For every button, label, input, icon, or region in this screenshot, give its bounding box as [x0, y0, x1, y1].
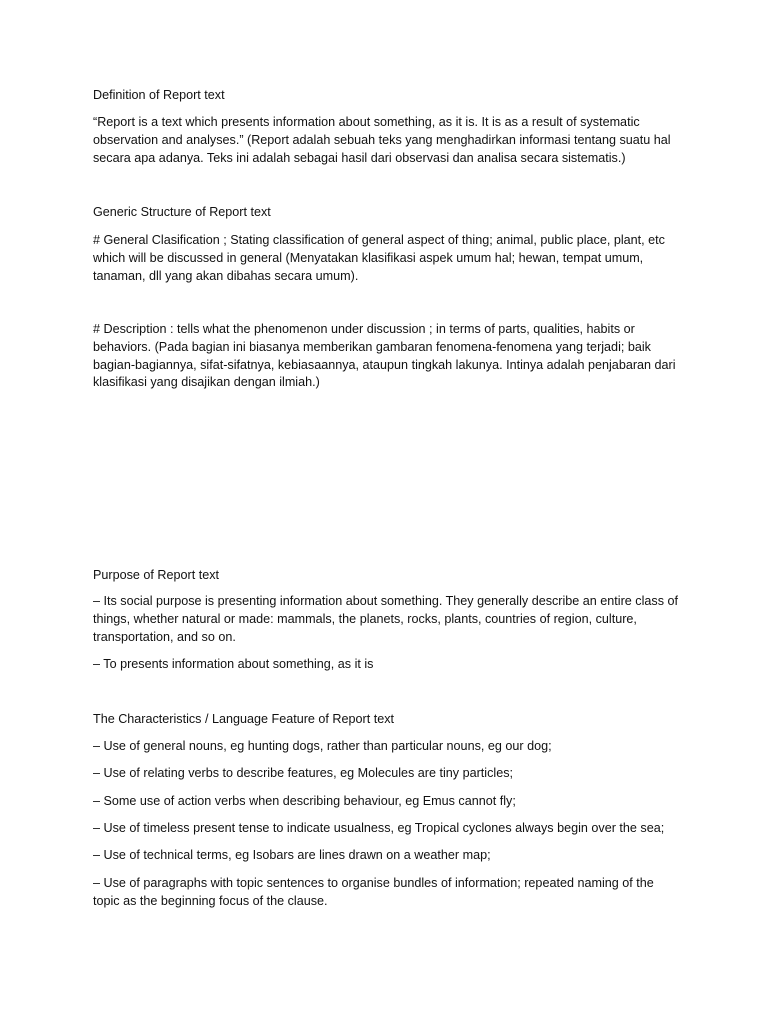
- characteristics-heading: The Characteristics / Language Feature of Report text: [93, 712, 395, 726]
- generic-structure-heading: Generic Structure of Report text: [93, 205, 271, 219]
- description-paragraph: # Description : tells what the phenomenon under discussion ; in terms of parts, qualities, habits or behaviors. (Pada bagian ini biasanya memberikan gambaran fenomena-fenomena yang terjadi; baik bagian-bagiannya, sifat-sifatnya, kebiasaannya, ataupun tingkah lakunya. Intinya adalah penjabaran dari klasifikasi yang disajikan dengan ilmiah.): [93, 322, 676, 390]
- characteristics-item: – Use of paragraphs with topic sentences to organise bundles of information; repeated naming of the topic as the beginning focus of the clause.: [93, 876, 654, 908]
- characteristics-item: – Use of relating verbs to describe features, eg Molecules are tiny particles;: [93, 766, 513, 780]
- characteristics-item: – Some use of action verbs when describing behaviour, eg Emus cannot fly;: [93, 794, 516, 808]
- purpose-item: – Its social purpose is presenting information about something. They generally describe an entire class of things, whether natural or made: mammals, the planets, rocks, plants, countries of region, culture, transportation, and so on.: [93, 594, 679, 644]
- definition-body: “Report is a text which presents information about something, as it is. It is as a result of systematic observation and analyses.” (Report adalah sebuah teks yang menghadirkan informasi tentang suatu hal secara apa adanya. Teks ini adalah sebagai hasil dari observasi dan analisa secara sistematis.): [93, 115, 671, 165]
- purpose-heading: Purpose of Report text: [93, 568, 220, 582]
- definition-heading: Definition of Report text: [93, 88, 225, 102]
- characteristics-item: – Use of technical terms, eg Isobars are lines drawn on a weather map;: [93, 848, 491, 862]
- characteristics-item: – Use of timeless present tense to indicate usualness, eg Tropical cyclones always begin over the sea;: [93, 821, 665, 835]
- characteristics-item: – Use of general nouns, eg hunting dogs, rather than particular nouns, eg our dog;: [93, 739, 552, 753]
- classification-paragraph: # General Clasification ; Stating classification of general aspect of thing; animal, public place, plant, etc which will be discussed in general (Menyatakan klasifikasi aspek umum hal; hewan, tempat umum, tanaman, dll yang akan dibahas secara umum).: [93, 233, 665, 283]
- purpose-item: – To presents information about something, as it is: [93, 657, 374, 671]
